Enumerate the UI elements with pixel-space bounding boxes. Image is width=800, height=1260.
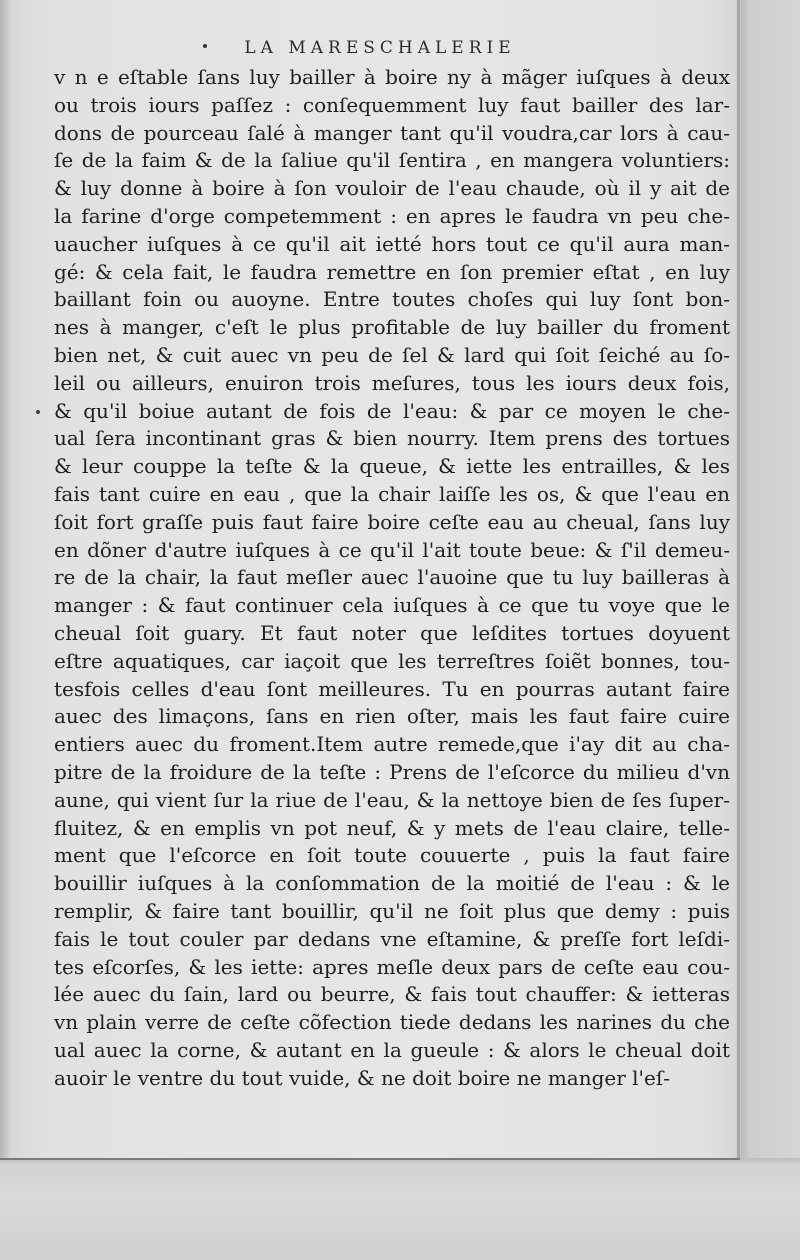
text-line: manger : & faut continuer cela iuſques à ce que tu voye que le [54, 593, 730, 618]
text-line: v n e eſtable ſans luy bailler à boire ny à mãger iuſques à deux [54, 65, 730, 89]
text-line: uaucher iuſques à ce qu'il ait ietté hors tout ce qu'il aura man- [54, 231, 730, 256]
next-page-edge [0, 1158, 800, 1260]
body-text [54, 64, 730, 1092]
text-line: ſe de la faim & de la ſaliue qu'il ſentira , en mangera voluntiers: [54, 148, 730, 173]
text-line: dons de pourceau ſalé à manger tant qu'il voudra,car lors à cau- [54, 120, 730, 145]
text-line: & qu'il boiue autant de fois de l'eau: & par ce moyen le che- [54, 398, 730, 423]
text-line: leil ou ailleurs, enuiron trois meſures, tous les iours deux fois, [54, 370, 730, 395]
text-line: cheual ſoit guary. Et faut noter que leſdites tortues doyuent [54, 620, 730, 645]
text-line: auec des limaçons, ſans en rien oſter, mais les faut faire cuire [54, 704, 730, 729]
text-line: fluitez, & en emplis vn pot neuf, & y mets de l'eau claire, telle- [54, 815, 730, 840]
text-line: auoir le ventre du tout vuide, & ne doit boire ne manger l'eſ- [54, 1065, 671, 1090]
text-line: gé: & cela fait, le faudra remettre en ſon premier eſtat , en luy [54, 259, 730, 284]
text-line: fais le tout couler par dedans vne eſtamine, & preſſe fort leſdi- [54, 926, 730, 951]
text-line: vn plain verre de ceſte cõfection tiede dedans les narines du che [54, 1010, 730, 1035]
text-line: en dõner d'autre iuſques à ce qu'il l'ait toute beue: & ſ'il demeu- [54, 537, 730, 562]
text-line: ment que l'eſcorce en ſoit toute couuerte , puis la faut faire [54, 843, 730, 868]
text-line: entiers auec du froment.Item autre remede,que i'ay dit au cha- [54, 732, 730, 757]
text-line: tesfois celles d'eau ſont meilleures. Tu en pourras autant faire [54, 676, 730, 701]
text-line: baillant foin ou auoyne. Entre toutes choſes qui luy ſont bon- [54, 287, 730, 312]
text-line: re de la chair, la faut meſler auec l'auoine que tu luy bailleras à [54, 565, 730, 590]
text-line: pitre de la froidure de la teſte : Prens de l'eſcorce du milieu d'vn [54, 759, 730, 784]
text-line: & leur couppe la teſte & la queue, & iette les entrailles, & les [54, 454, 730, 479]
text-line: fais tant cuire en eau , que la chair laiſſe les os, & que l'eau en [54, 481, 730, 506]
text-line: remplir, & faire tant bouillir, qu'il ne ſoit plus que demy : puis [54, 898, 730, 923]
text-line: tes eſcorſes, & les iette: apres meſle deux pars de ceſte eau cou- [54, 954, 730, 979]
text-line: bouillir iuſques à la conſommation de la moitié de l'eau : & le [54, 871, 730, 896]
text-line: & luy donne à boire à ſon vouloir de l'eau chaude, où il y ait de [54, 176, 730, 201]
text-line: ſoit fort graſſe puis faut faire boire ceſte eau au cheual, ſans luy [54, 509, 730, 534]
text-line: ou trois iours paſſez : conſequemment luy faut bailler des lar- [54, 92, 730, 117]
page-gutter-shadow [0, 0, 10, 1260]
text-line: bien net, & cuit auec vn peu de ſel & lard qui ſoit ſeiché au ſo- [54, 342, 730, 367]
text-line: nes à manger, c'eſt le plus profitable de luy bailler du froment [54, 315, 730, 340]
running-head: LA MARESCHALERIE [244, 38, 516, 58]
text-line: eſtre aquatiques, car iaçoit que les terreſtres ſoiẽt bonnes, tou- [54, 648, 730, 673]
text-line: lée auec du ſain, lard ou beurre, & fais tout chauffer: & ietteras [54, 982, 730, 1007]
text-line: ual ſera incontinant gras & bien nourry. Item prens des tortues [54, 426, 730, 451]
margin-mark [36, 410, 40, 414]
page-fold-line [737, 0, 740, 1260]
text-line: ual auec la corne, & autant en la gueule : & alors le cheual doit [54, 1037, 730, 1062]
text-line: la farine d'orge competemment : en apres le faudra vn peu che- [54, 203, 730, 228]
page-bottom-edge-line [0, 1158, 740, 1160]
text-line: aune, qui vient ſur la riue de l'eau, & la nettoye bien de ſes ſuper- [54, 787, 730, 812]
